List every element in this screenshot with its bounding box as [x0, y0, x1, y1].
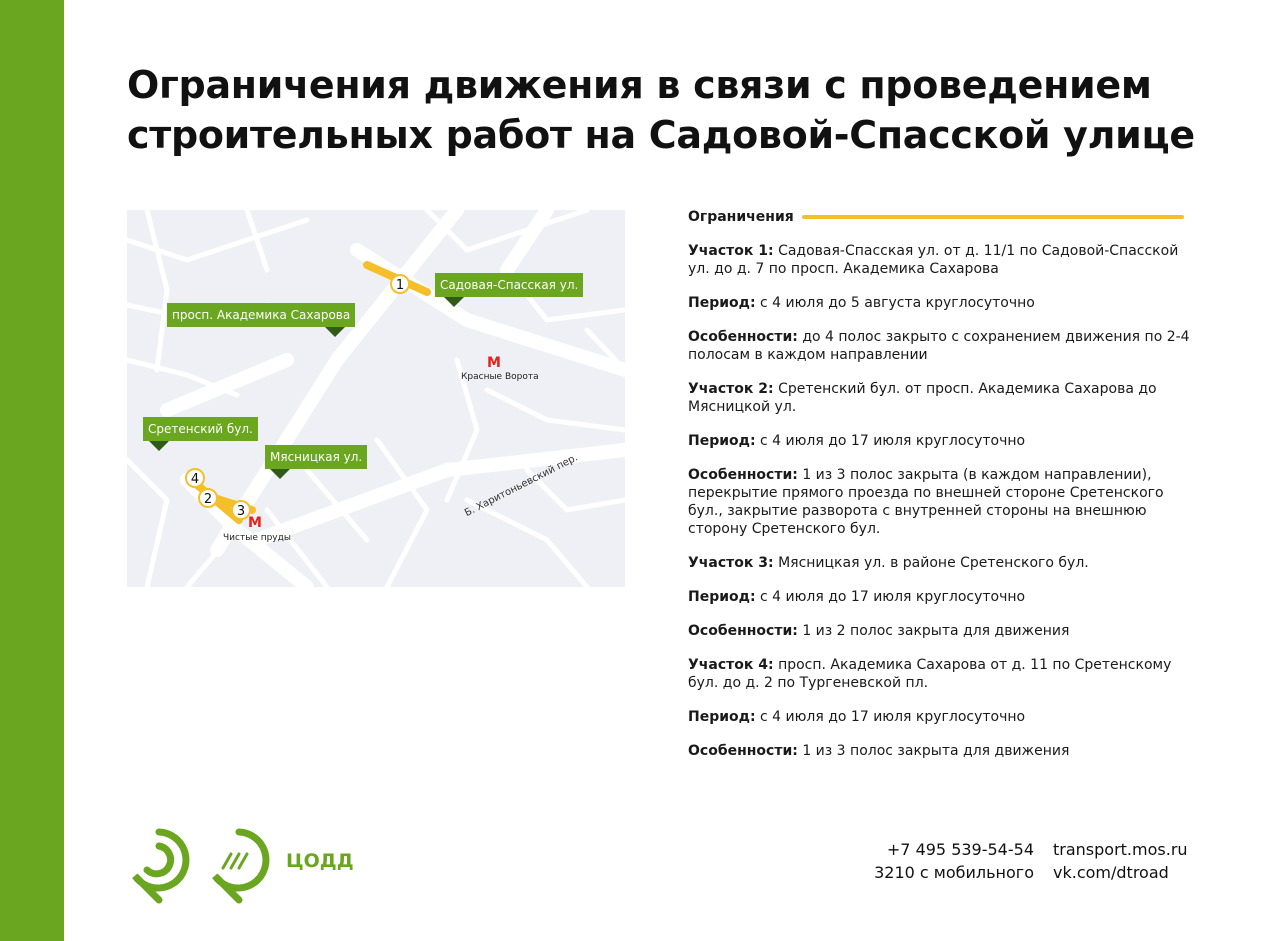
item-text: Сретенский бул. от просп. Академика Сахарова до Мясницкой ул. [688, 381, 1157, 415]
title-line-2: строительных работ на Садовой-Спасской улице [127, 113, 1195, 157]
item-text: просп. Академика Сахарова от д. 11 по Сретенскому бул. до д. 2 по Тургеневской пл. [688, 657, 1172, 691]
item-label: Особенности: [688, 329, 798, 345]
label-pointer-icon [325, 327, 345, 337]
map-roads [127, 210, 625, 587]
item-label: Период: [688, 295, 756, 311]
codd-logo-text: ЦОДД [286, 850, 354, 872]
item-text: до 4 полос закрыто с сохранением движения по 2-4 полосам в каждом направлении [688, 329, 1190, 363]
label-sretensky: Сретенский бул. [143, 417, 258, 441]
marker-2: 2 [203, 492, 213, 507]
marker-1: 1 [395, 278, 405, 293]
item-text: с 4 июля до 5 августа круглосуточно [760, 295, 1035, 311]
item-section-3 [688, 554, 1198, 572]
item-features-1 [688, 328, 1198, 364]
site-link-transport[interactable]: transport.mos.ru [1053, 840, 1188, 859]
restrictions-map [127, 210, 625, 587]
marker-4: 4 [190, 472, 200, 487]
item-label: Особенности: [688, 467, 798, 483]
metro-icon: М [487, 355, 501, 371]
item-text: с 4 июля до 17 июля круглосуточно [760, 709, 1026, 725]
mobile-number: 3210 с мобильного [874, 863, 1034, 882]
label-akademika-sakharova: просп. Академика Сахарова [167, 303, 355, 327]
item-label: Период: [688, 433, 756, 449]
label-myasnitskaya: Мясницкая ул. [265, 445, 367, 469]
street-b-kharitonyevsky: Б. Харитоньевский пер. [463, 452, 580, 519]
marker-3: 3 [236, 504, 246, 519]
item-section-1 [688, 242, 1198, 278]
restrictions-panel [688, 208, 1198, 776]
item-label: Особенности: [688, 743, 798, 759]
item-period-2 [688, 432, 1198, 450]
item-text: с 4 июля до 17 июля круглосуточно [760, 589, 1026, 605]
restrictions-heading: Ограничения [688, 209, 794, 225]
label-pointer-icon [270, 469, 290, 479]
item-features-3 [688, 622, 1198, 640]
item-label: Участок 1: [688, 243, 774, 259]
label-pointer-icon [444, 297, 464, 307]
item-text: 1 из 2 полос закрыта для движения [802, 623, 1070, 639]
header-divider [802, 215, 1184, 219]
item-label: Особенности: [688, 623, 798, 639]
item-section-2 [688, 380, 1198, 416]
item-text: 1 из 3 полос закрыта для движения [802, 743, 1070, 759]
contact-sites [1053, 838, 1188, 884]
restrictions-header [688, 208, 1198, 226]
side-accent-bar [0, 0, 64, 941]
item-period-4 [688, 708, 1198, 726]
metro-chistye-prudy: Чистые пруды [223, 533, 291, 543]
item-period-3 [688, 588, 1198, 606]
item-period-1 [688, 294, 1198, 312]
item-section-4 [688, 656, 1198, 692]
item-text: с 4 июля до 17 июля круглосуточно [760, 433, 1026, 449]
item-features-2 [688, 466, 1198, 538]
codd-logo-icon [127, 826, 277, 906]
item-label: Период: [688, 709, 756, 725]
contact-phones [866, 838, 1034, 884]
item-label: Участок 2: [688, 381, 774, 397]
item-features-4 [688, 742, 1198, 760]
label-sadovaya-spasskaya: Садовая-Спасская ул. [435, 273, 583, 297]
label-pointer-icon [149, 441, 169, 451]
site-link-vk[interactable]: vk.com/dtroad [1053, 863, 1169, 882]
title-line-1: Ограничения движения в связи с проведением [127, 63, 1152, 107]
item-label: Период: [688, 589, 756, 605]
item-text: Мясницкая ул. в районе Сретенского бул. [778, 555, 1089, 571]
phone-number[interactable]: +7 495 539-54-54 [886, 840, 1034, 859]
metro-krasnye-vorota: Красные Ворота [461, 372, 539, 382]
metro-icon: М [248, 515, 262, 531]
item-label: Участок 4: [688, 657, 774, 673]
item-text: Садовая-Спасская ул. от д. 11/1 по Садовой-Спасской ул. до д. 7 по просп. Академика Сахарова [688, 243, 1179, 277]
page-title [127, 60, 1237, 160]
item-text: 1 из 3 полос закрыта (в каждом направлении), перекрытие прямого проезда по внешней стороне Сретенского бул., закрытие разворота с внутренней стороны на внешнюю сторону Сретенского бул. [688, 467, 1164, 537]
item-label: Участок 3: [688, 555, 774, 571]
